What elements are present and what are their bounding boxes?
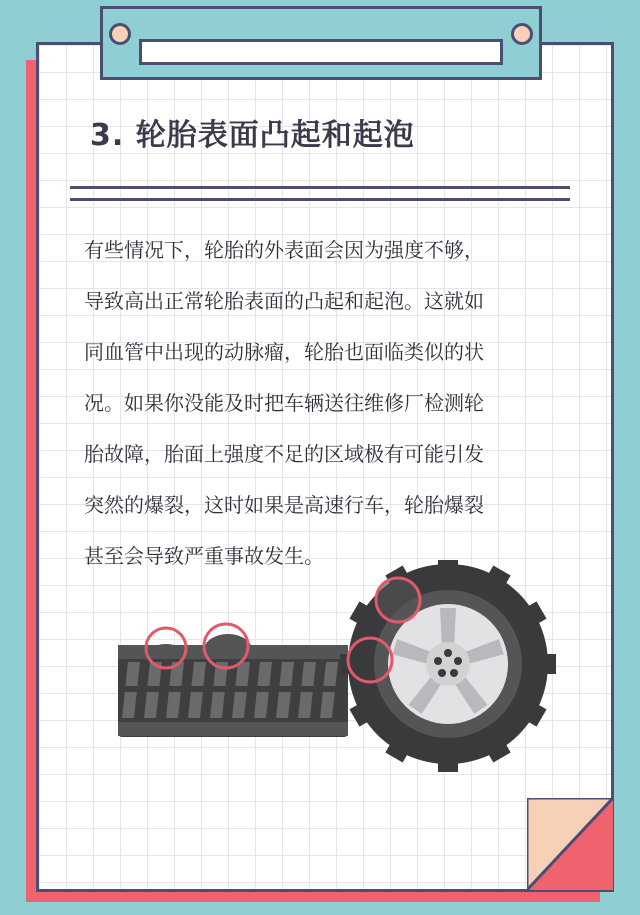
tread-strip-illustration xyxy=(118,624,348,737)
paragraph-line: 胎故障，胎面上强度不足的区域极有可能引发 xyxy=(84,442,484,466)
paragraph-line: 突然的爆裂，这时如果是高速行车，轮胎爆裂 xyxy=(84,493,484,517)
top-clip-slot xyxy=(139,39,503,65)
title-divider-bottom xyxy=(70,198,570,201)
paragraph-line: 甚至会导致严重事故发生。 xyxy=(84,544,324,568)
page-title: 3. 轮胎表面凸起和起泡 xyxy=(90,118,415,153)
left-pin xyxy=(109,23,131,45)
right-pin xyxy=(511,23,533,45)
paragraph-line: 同血管中出现的动脉瘤，轮胎也面临类似的状 xyxy=(84,340,484,364)
top-clip-board xyxy=(100,6,542,80)
body-paragraph xyxy=(84,225,574,582)
paragraph-line: 况。如果你没能及时把车辆送往维修厂检测轮 xyxy=(84,391,484,415)
paragraph-line: 有些情况下，轮胎的外表面会因为强度不够， xyxy=(84,238,484,262)
title-divider-top xyxy=(70,186,570,189)
tire-illustration xyxy=(110,560,560,780)
paragraph-line: 导致高出正常轮胎表面的凸起和起泡。这就如 xyxy=(84,289,484,313)
folded-corner xyxy=(527,798,613,890)
tire-wheel-illustration xyxy=(340,560,556,772)
